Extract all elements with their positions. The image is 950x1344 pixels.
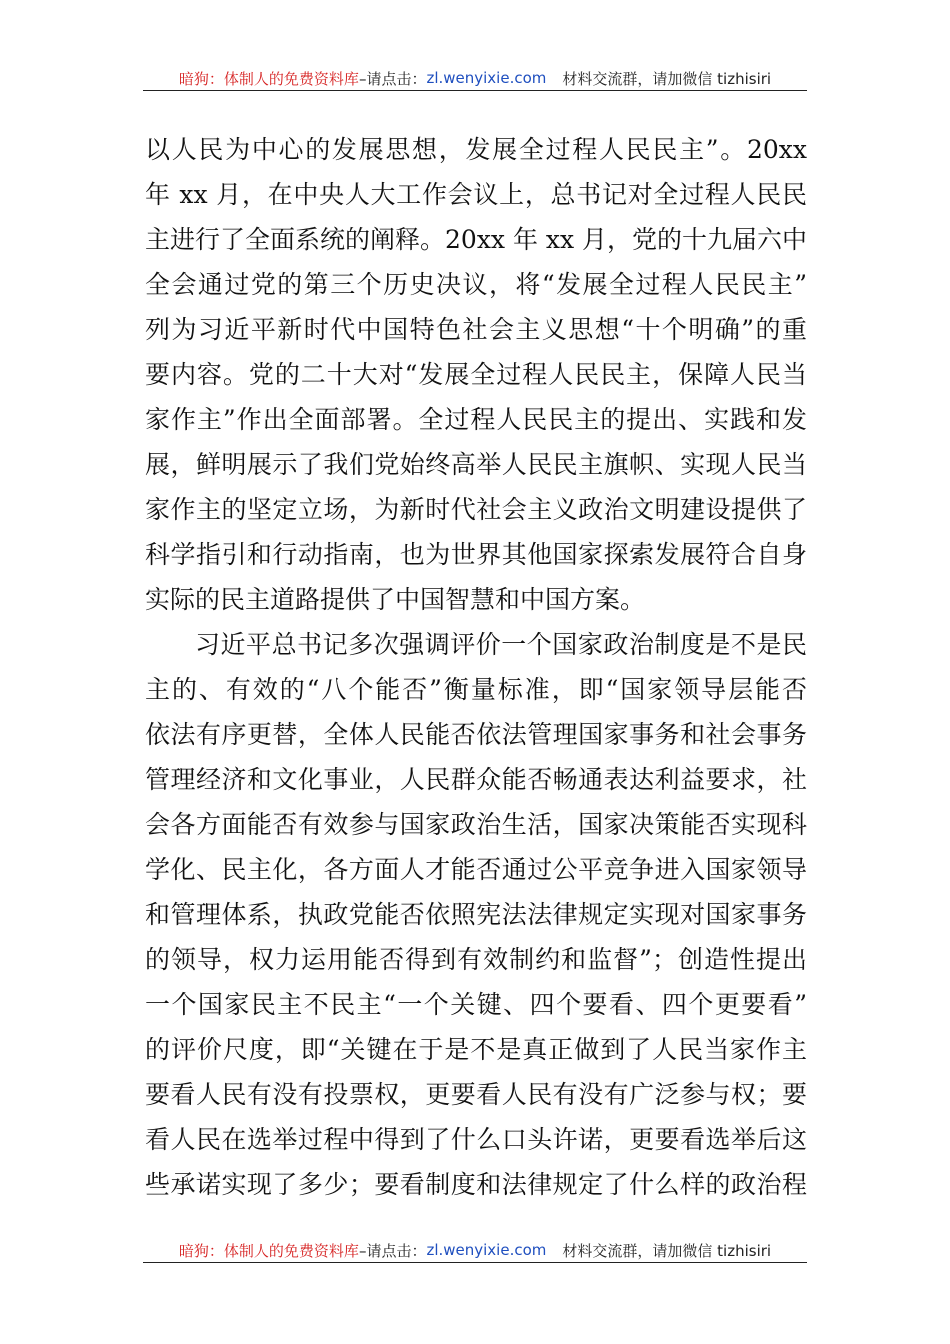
footer-prompt: –请点击： <box>358 1241 427 1260</box>
header-banner <box>143 66 807 91</box>
header-contact: 材料交流群，请加微信 tizhisiri <box>562 69 772 88</box>
header-brand: 暗狗：体制人的免费资料库 <box>178 69 359 88</box>
body-line: 的领导，权力运用能否得到有效制约和监督”；创造性提出 <box>145 945 807 974</box>
body-line: 展，鲜明展示了我们党始终高举人民民主旗帜、实现人民当 <box>145 450 807 479</box>
body-line: 实际的民主道路提供了中国智慧和中国方案。 <box>145 585 646 614</box>
body-line: 科学指引和行动指南，也为世界其他国家探索发展符合自身 <box>145 540 807 569</box>
body-line: 看人民在选举过程中得到了什么口头许诺，更要看选举后这 <box>145 1125 807 1154</box>
body-line: 家作主”作出全面部署。全过程人民民主的提出、实践和发 <box>145 405 807 434</box>
body-line: 主进行了全面系统的阐释。20xx 年 xx 月，党的十九届六中 <box>145 225 807 254</box>
body-line: 全会通过党的第三个历史决议，将“发展全过程人民民主” <box>145 270 807 299</box>
body-line: 家作主的坚定立场，为新时代社会主义政治文明建设提供了 <box>145 495 807 524</box>
body-line: 习近平总书记多次强调评价一个国家政治制度是不是民 <box>195 630 807 659</box>
header-url-link[interactable]: zl.wenyixie.com <box>426 69 547 87</box>
footer-contact: 材料交流群，请加微信 tizhisiri <box>562 1241 772 1260</box>
footer-banner <box>143 1238 807 1263</box>
body-line: 主的、有效的“八个能否”衡量标准，即“国家领导层能否 <box>145 675 807 704</box>
body-line: 要看人民有没有投票权，更要看人民有没有广泛参与权；要 <box>145 1080 807 1109</box>
body-line: 一个国家民主不民主“一个关键、四个要看、四个更要看” <box>145 990 807 1019</box>
body-line: 管理经济和文化事业，人民群众能否畅通表达利益要求，社 <box>145 765 807 794</box>
header-prompt: –请点击： <box>358 69 427 88</box>
body-line: 列为习近平新时代中国特色社会主义思想“十个明确”的重 <box>145 315 807 344</box>
footer-brand: 暗狗：体制人的免费资料库 <box>178 1241 359 1260</box>
body-line: 和管理体系，执政党能否依照宪法法律规定实现对国家事务 <box>145 900 807 929</box>
body-line: 要内容。党的二十大对“发展全过程人民民主，保障人民当 <box>145 360 807 389</box>
body-line: 年 xx 月，在中央人大工作会议上，总书记对全过程人民民 <box>145 180 807 209</box>
body-line: 会各方面能否有效参与国家政治生活，国家决策能否实现科 <box>145 810 807 839</box>
footer-url-link[interactable]: zl.wenyixie.com <box>426 1241 547 1259</box>
body-line: 依法有序更替，全体人民能否依法管理国家事务和社会事务 <box>145 720 807 749</box>
body-line: 学化、民主化，各方面人才能否通过公平竞争进入国家领导 <box>145 855 807 884</box>
body-line: 些承诺实现了多少；要看制度和法律规定了什么样的政治程 <box>145 1170 807 1199</box>
body-line: 以人民为中心的发展思想，发展全过程人民民主”。20xx <box>145 135 807 164</box>
body-line: 的评价尺度，即“关键在于是不是真正做到了人民当家作主 <box>145 1035 807 1064</box>
document-body <box>145 127 807 1207</box>
